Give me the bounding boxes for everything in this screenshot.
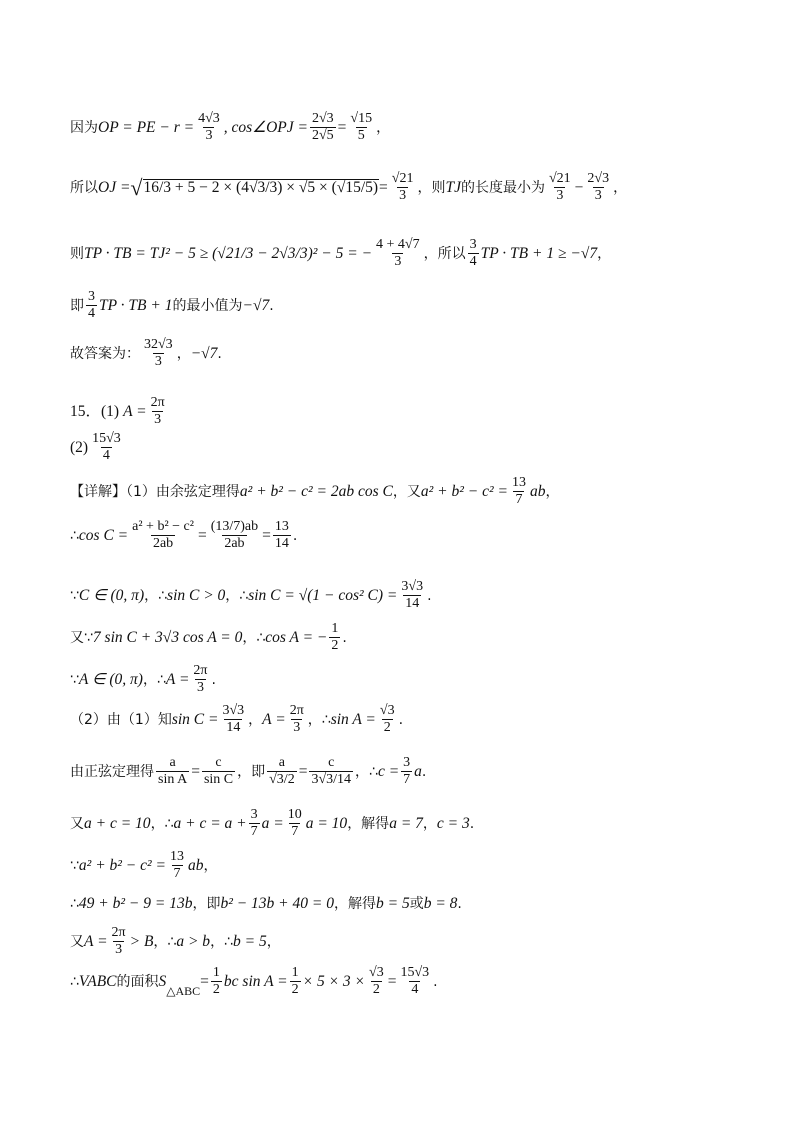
math-expression: TP · TB + 1 [99,296,173,314]
punctuation: . [457,895,462,912]
math-value: −√7 [190,344,218,362]
fraction: $\frac{13}{14}$ [274,519,289,551]
line-prefix: ∴ [70,527,79,544]
math-expression: a² + b² − c² = [420,482,508,500]
math-expression: 49 + b² − 9 = 13b [78,895,193,912]
connector-text: ，∴ [242,629,266,646]
connector-text: ，则 [417,179,446,196]
punctuation: . [342,629,347,646]
line-prefix: ∵ [70,857,79,874]
fraction: $\frac{2\pi}{3}$ [111,925,126,957]
equals-sign: = [379,178,388,196]
equals-sign: = [200,972,209,990]
connector-text: ，解得 [347,815,390,832]
equals-sign: = [262,526,271,544]
connector-text: ，∴ [307,711,331,728]
connector-text: 或 [409,895,424,912]
text-line-1 [70,112,390,143]
math-expression: × 5 × 3 × [302,972,366,990]
math-expression: A = [165,670,190,688]
fraction: $\frac{2\pi}{3}$ [150,395,165,427]
math-expression: a² + b² − c² = 2ab cos C [239,482,393,500]
fraction: $\frac{√21}{3}$ [391,171,414,203]
math-expression: > B [129,932,154,950]
equals-sign: = [387,972,397,990]
fraction: $\frac{3√3}{14}$ [222,703,245,735]
fraction: $\frac{3}{7}$ [403,755,411,787]
math-expression: bc sin A = [223,972,288,990]
punctuation: . [292,527,298,544]
fraction: $\frac{13}{7}$ [170,849,184,881]
fraction: $\frac{√3}{2}$ [369,965,384,997]
math-expression: c = 3 [436,814,470,832]
punctuation: ， [422,815,437,832]
detail-line-6 [70,704,403,735]
fraction: $\frac{10}{7}$ [287,807,302,839]
line-prefix: 即 [70,297,84,314]
punctuation: . [217,345,222,362]
text-line-2 [70,172,627,203]
answer-15-part1 [70,396,169,427]
punctuation: . [398,711,404,728]
fraction: $\frac{15√3}{4}$ [92,431,121,463]
connector-text: ，即 [192,895,221,912]
math-expression: 7 sin C + 3√3 cos A = 0 [92,628,243,646]
math-expression: C ∈ (0, π) [78,586,145,604]
connector-text: ，∴ [142,671,166,688]
math-expression: TP · TB + 1 ≥ −√7 [480,244,598,262]
equals-sign: = [197,526,207,544]
math-expression: a + c = 10 [84,814,151,832]
connector-text: 的长度最小为 [460,179,545,196]
connector-text: ，解得 [333,895,376,912]
fraction: $\frac{√21}{3}$ [548,171,571,203]
punctuation: ， [266,933,281,950]
math-expression: cos C = [78,526,129,544]
radicand: 16/3 + 5 − 2 × (4√3/3) × √5 × (√15/5) [143,179,379,197]
detail-line-11 [70,926,281,957]
math-expression: sin C = √(1 − cos² C) = [248,586,398,604]
fraction: $\frac{15√3}{4}$ [400,965,430,997]
math-expression: a² + b² − c² = [78,856,166,874]
math-expression: ab [188,856,204,874]
connector-text: ，∴ [153,933,177,950]
math-expression: VABC [78,972,117,990]
math-expression: A = [123,402,147,420]
connector-text: ，即 [237,763,266,780]
connector-text: 的最小值为 [172,297,243,314]
fraction: $\frac{2\pi}{3}$ [289,703,304,735]
punctuation: ， [176,345,191,362]
math-expression: a = [261,814,284,832]
fraction: $\frac{2\pi}{3}$ [193,663,208,695]
fraction: $\frac{2√3}{3}$ [587,171,610,203]
line-prefix: （2）由（1）知 [70,711,172,728]
detail-line-4 [70,622,347,653]
detail-line-5 [70,664,216,695]
punctuation: . [269,297,274,314]
punctuation: ， [597,245,612,262]
math-expression: S [158,972,167,990]
connector-text: ，∴ [144,587,168,604]
fraction: $\frac{a}{√3/2}$ [269,755,295,787]
text-line-3 [70,238,611,269]
line-prefix: ∵ [70,587,79,604]
math-expression: sin A = [330,710,376,728]
fraction: $\frac{1}{2}$ [212,965,220,997]
fraction: $\frac{c}{3√3/14}$ [311,755,352,787]
math-value: −√7 [242,296,270,314]
math-expression: a > b [176,932,211,950]
fraction: $\frac{a}{\text{sin A}}$ [158,755,188,787]
radical-sign: √ [130,174,143,200]
answer-15-part2 [70,432,125,463]
math-expression: sin C = [171,710,219,728]
math-expression: a = 10 [305,814,348,832]
line-prefix: 则 [70,245,84,262]
connector-text: ，∴ [355,763,378,780]
line-prefix: 又∵ [70,629,93,646]
math-expression: OJ = [98,178,131,196]
connector-text: 的面积 [116,973,159,990]
line-prefix: 由正弦定理得 [70,763,154,780]
minus-sign: − [574,178,584,196]
fraction: $\frac{√15}{5}$ [350,111,373,143]
line-prefix: 又 [70,815,84,832]
fraction: $\frac{(13/7)ab}{2ab}$ [210,519,259,551]
detail-line-7 [70,756,426,787]
connector-text: ，∴ [225,587,249,604]
line-prefix: 【详解】（1）由余弦定理得 [70,483,240,500]
detail-line-2 [70,520,297,551]
fraction: $\frac{√3}{2}$ [379,703,395,735]
punctuation: . [211,671,216,688]
detail-line-9 [70,850,218,881]
subscript: △ABC [166,984,201,998]
math-expression: sin C > 0 [167,586,226,604]
connector-text: ， [248,711,263,728]
question-label: (2) [70,438,89,456]
math-expression: A ∈ (0, π) [78,670,143,688]
connector-text: ，又 [392,483,421,500]
detail-line-10 [70,896,462,912]
question-label: 15．(1) [70,402,120,420]
detail-line-12 [70,966,438,997]
connector-text: ，∴ [210,933,233,950]
math-expression: a [414,762,422,780]
punctuation: . [433,973,438,990]
math-expression: cos A = − [265,628,328,646]
math-expression: b = 5 [375,895,410,912]
math-expression: OP = PE − r = [98,118,195,136]
line-prefix: ∴ [70,973,79,990]
fraction: $\frac{3}{4}$ [469,237,477,269]
math-expression: a = 7 [389,814,423,832]
fraction: $\frac{1}{2}$ [331,621,339,653]
math-expression: b = 5 [232,932,267,950]
math-expression: A = [262,710,286,728]
punctuation: ， [203,857,218,874]
punctuation: ， [545,483,560,500]
fraction: $\frac{1}{2}$ [291,965,299,997]
fraction: $\frac{c}{\text{sin C}}$ [203,755,234,787]
math-expression: TP · TB = TJ² − 5 ≥ (√21/3 − 2√3/3)² − 5 = − [84,244,373,262]
fraction: $\frac{3√3}{14}$ [401,579,424,611]
text-line-4 [70,290,274,321]
math-expression: c = [377,762,400,780]
fraction: $\frac{3}{7}$ [250,807,258,839]
fraction: $\frac{4√3}{3}$ [198,111,220,143]
line-prefix: ∵ [70,671,79,688]
fraction: $\frac{\text{a² + b² − c²}}{2ab}$ [132,519,194,551]
connector-text: ，∴ [150,815,174,832]
math-expression: A = [84,932,108,950]
equals-sign: = [298,762,308,780]
detail-line-8 [70,808,474,839]
math-expression: a + c = a + [173,814,247,832]
punctuation: . [469,815,475,832]
fraction: $\frac{4 + 4√7}{3}$ [376,237,420,269]
math-expression: ab [529,482,546,500]
fraction: $\frac{2√3}{2√5}$ [311,111,334,143]
fraction: $\frac{3}{4}$ [88,289,95,321]
detail-line-3 [70,580,432,611]
connector-text: ，所以 [423,245,466,262]
math-expression: b = 8 [423,895,458,912]
punctuation: . [421,763,427,780]
equals-sign: = [191,762,200,780]
answer-line [70,338,222,369]
math-expression: b² − 13b + 40 = 0 [220,895,334,912]
punctuation: ， [613,179,628,196]
line-prefix: 故答案为： [70,345,140,362]
punctuation: . [427,587,432,604]
math-expression: , cos∠OPJ = [223,118,308,136]
line-prefix: ∴ [70,895,79,912]
line-prefix: 所以 [70,179,98,196]
math-expression: TJ [445,178,461,196]
punctuation: ， [376,119,391,136]
equals-sign: = [337,118,347,136]
line-prefix: 又 [70,933,84,950]
detail-line-1 [70,476,559,507]
fraction: $\frac{32√3}{3}$ [144,337,173,369]
line-prefix: 因为 [70,119,98,136]
fraction: $\frac{13}{7}$ [511,475,526,507]
